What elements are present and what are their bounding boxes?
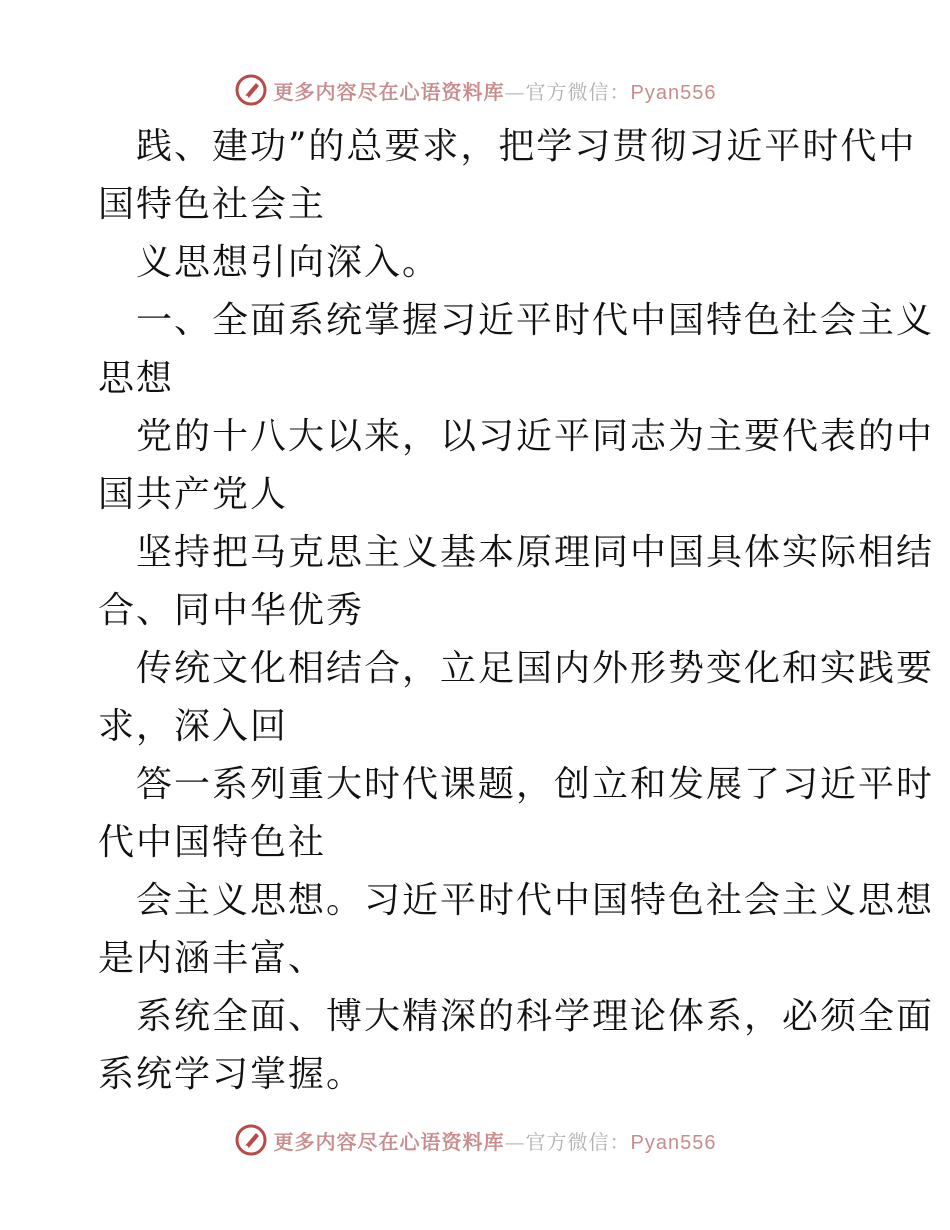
header-wechat-id: Pyan556 [630, 81, 717, 104]
text-line: 传统文化相结合，立足国内外形势变化和实践要 [136, 648, 935, 689]
section-heading-line: 一、全面系统掌握习近平时代中国特色社会主义 [136, 300, 935, 341]
footer-wechat-label: 官方微信： [525, 1129, 631, 1154]
text-line: 会主义思想。习近平时代中国特色社会主义思想 [136, 880, 935, 921]
footer-separator: — [504, 1129, 526, 1154]
text-line: 义思想引向深入。 [136, 242, 441, 283]
text-line: 系统全面、博大精深的科学理论体系，必须全面 [136, 996, 935, 1037]
header-separator: — [504, 79, 526, 104]
text-line: 合、同中华优秀 [98, 590, 365, 631]
pen-nib-logo-icon [234, 1123, 268, 1157]
text-line: 国特色社会主 [98, 184, 327, 225]
text-line: 党的十八大以来，以习近平同志为主要代表的中 [136, 416, 935, 457]
header-banner [0, 70, 950, 110]
document-body [98, 118, 935, 1104]
text-line: 求，深入回 [98, 706, 289, 747]
section-heading-line: 思想 [98, 358, 175, 399]
text-line: 系统学习掌握。 [98, 1054, 365, 1095]
text-line: 是内涵丰富、 [98, 938, 327, 979]
header-text [274, 76, 717, 105]
text-line: 代中国特色社 [98, 822, 327, 863]
footer-banner [0, 1120, 950, 1160]
text-line: 国共产党人 [98, 474, 289, 515]
footer-site-name: 更多内容尽在心语资料库 [273, 1129, 505, 1154]
pen-nib-logo-icon [234, 73, 268, 107]
footer-text [274, 1126, 717, 1155]
footer-wechat-id: Pyan556 [630, 1131, 717, 1154]
header-site-name: 更多内容尽在心语资料库 [273, 79, 505, 104]
text-line: 坚持把马克思主义基本原理同中国具体实际相结 [136, 532, 935, 573]
text-line: 答一系列重大时代课题，创立和发展了习近平时 [136, 764, 935, 805]
header-wechat-label: 官方微信： [525, 79, 631, 104]
text-line: 践、建功”的总要求，把学习贯彻习近平时代中 [136, 126, 917, 167]
